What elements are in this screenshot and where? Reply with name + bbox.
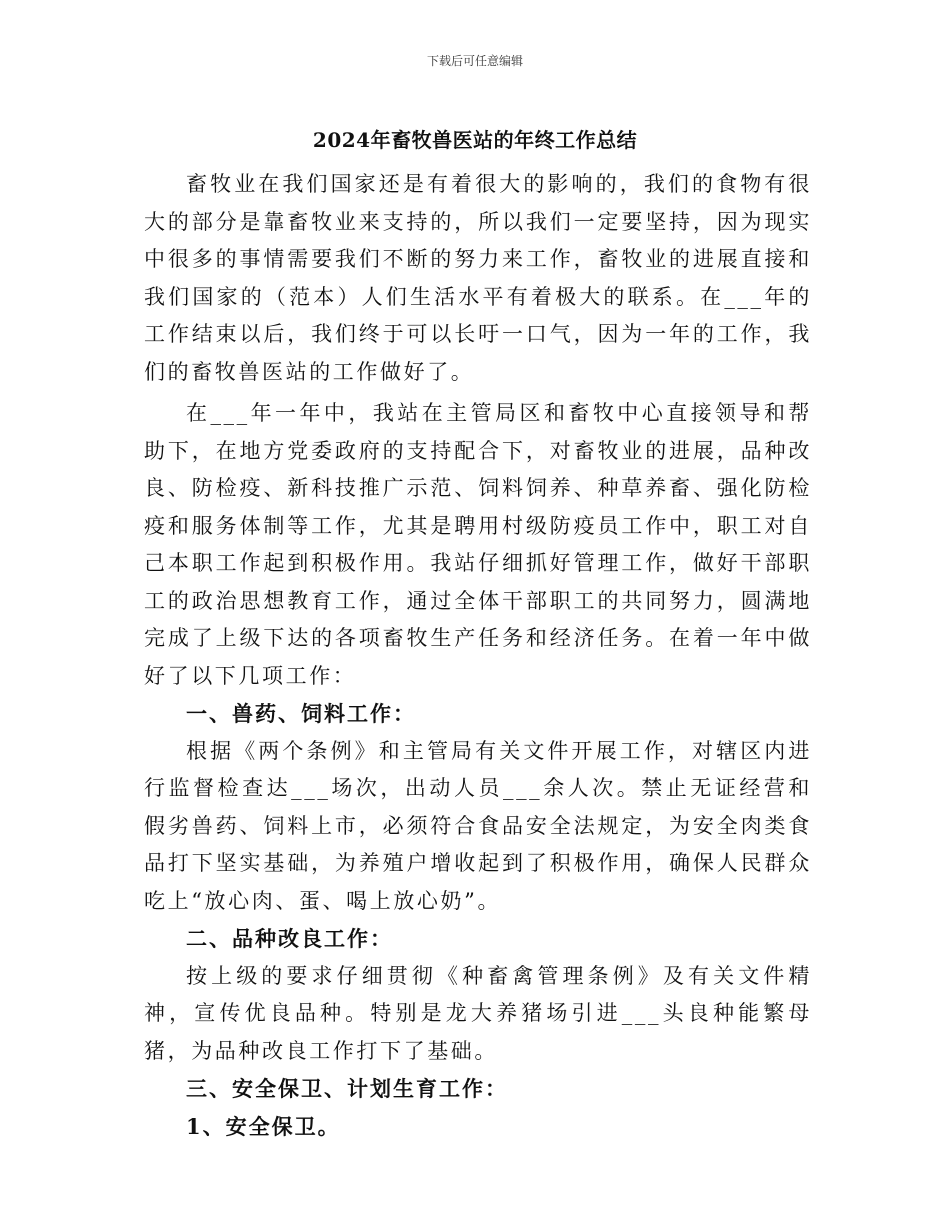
- intro-paragraph: 畜牧业在我们国家还是有着很大的影响的，我们的食物有很大的部分是靠畜牧业来支持的，所以我们一定要坚持，因为现实中很多的事情需要我们不断的努力来工作，畜牧业的进展直接和我们国家的（范本）人们生活水平有着极大的联系。在___年的工作结束以后，我们终于可以长吁一口气，因为一年的工作，我们的畜牧兽医站的工作做好了。: [144, 172, 812, 384]
- document-title: 2024年畜牧兽医站的年终工作总结: [312, 128, 638, 152]
- header-note: 下载后可任意编辑: [426, 54, 523, 68]
- section-heading-security-planning: 三、安全保卫、计划生育工作：: [186, 1076, 508, 1101]
- section-heading-veterinary-feed: 一、兽药、饲料工作：: [186, 701, 416, 726]
- summary-paragraph: 在___年一年中，我站在主管局区和畜牧中心直接领导和帮助下，在地方党委政府的支持配合下，对畜牧业的进展，品种改良、防检疫、新科技推广示范、饲料饲养、种草养畜、强化防检疫和服务体制等工作，尤其是聘用村级防疫员工作中，职工对自己本职工作起到积极作用。我站仔细抓好管理工作，做好干部职工的政治思想教育工作，通过全体干部职工的共同努力，圆满地完成了上级下达的各项畜牧生产任务和经济任务。在着一年中做好了以下几项工作：: [144, 401, 812, 688]
- subsection-heading-security: 1、安全保卫。: [186, 1113, 341, 1139]
- section-heading-breed-improvement: 二、品种改良工作：: [186, 926, 393, 951]
- document-body: [144, 166, 812, 1145]
- section-body-breed-improvement: 按上级的要求仔细贯彻《种畜禽管理条例》及有关文件精神，宣传优良品种。特别是龙大养猪场引进___头良种能繁母猪，为品种改良工作打下了基础。: [144, 963, 812, 1063]
- section-body-veterinary-feed: 根据《两个条例》和主管局有关文件开展工作，对辖区内进行监督检查达___场次，出动人员___余人次。禁止无证经营和假劣兽药、饲料上市，必须符合食品安全法规定，为安全肉类食品打下坚实基础，为养殖户增收起到了积极作用，确保人民群众吃上“放心肉、蛋、喝上放心奶”。: [144, 738, 812, 913]
